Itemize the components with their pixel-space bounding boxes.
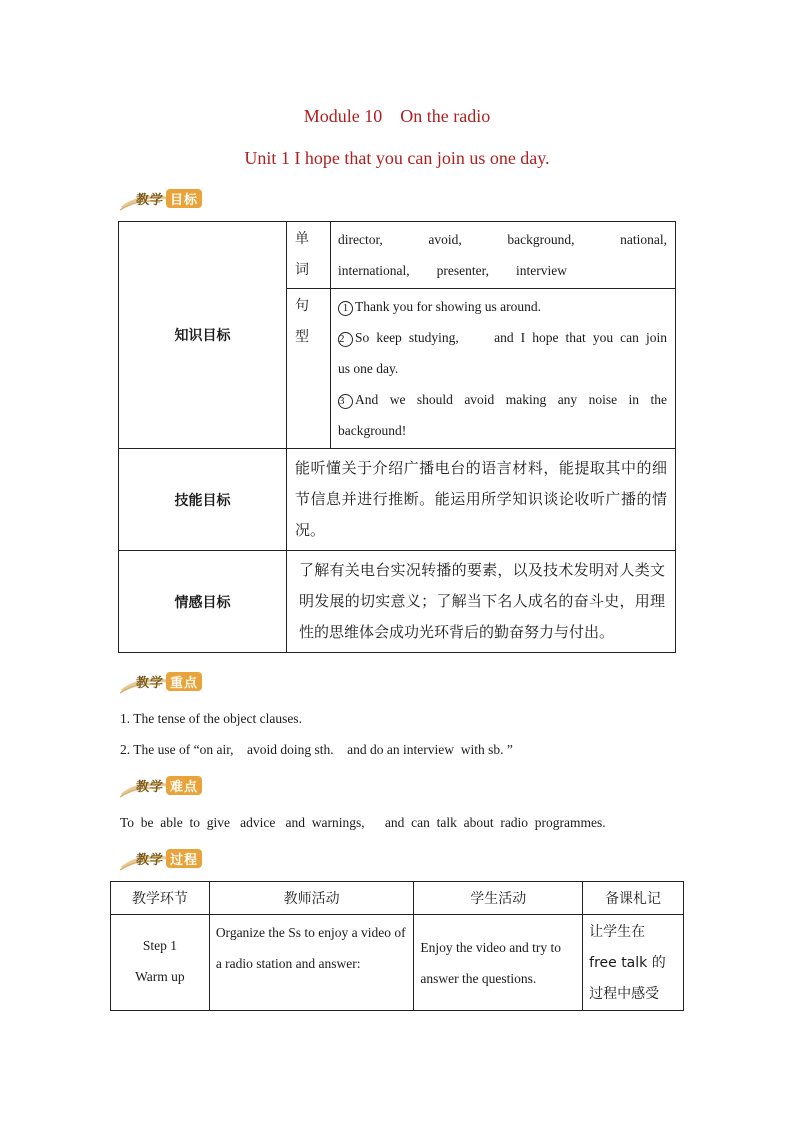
header-stage: 教学环节 xyxy=(111,882,210,915)
section-badge-key-points xyxy=(120,669,224,695)
module-title: Module 10 On the radio xyxy=(303,106,491,126)
badge-highlight: 过程 xyxy=(166,849,202,868)
header-student: 学生活动 xyxy=(414,882,583,915)
knowledge-goal-label: 知识目标 xyxy=(119,222,287,449)
teacher-activity: Organize the Ss to enjoy a video of a radio station and answer: xyxy=(209,915,414,1011)
objectives-table xyxy=(118,221,676,653)
skill-goal-text: 能听懂关于介绍广播电台的语言材料，能提取其中的细节信息并进行推断。能运用所学知识谈论收听广播的情况。 xyxy=(287,449,676,551)
vocab-label: 单 词 xyxy=(287,222,331,289)
section-badge-process xyxy=(120,846,224,872)
emotion-goal-text: 了解有关电台实况转播的要素，以及技术发明对人类文明发展的切实意义；了解当下名人成名的奋斗史，用理性的思维体会成功光环背后的勤奋努力与付出。 xyxy=(287,551,676,653)
key-point-2: 2. The use of “on air, avoid doing sth. and do an interview with sb. ” xyxy=(120,742,513,757)
section-badge-difficulties xyxy=(120,773,224,799)
unit-title: Unit 1 I hope that you can join us one day. xyxy=(244,148,550,168)
difficulty-text: To be able to give advice and warnings, and can talk about radio programmes. xyxy=(120,815,606,830)
sentence-cell: 1 Thank you for showing us around. 2 So keep studying, and I hope that you can join us one day. 3 And we should avoid making any noise in the background! xyxy=(331,289,676,449)
badge-highlight: 重点 xyxy=(166,672,202,691)
header-teacher: 教师活动 xyxy=(209,882,414,915)
header-notes: 备课札记 xyxy=(583,882,684,915)
lesson-notes: 让学生在 free talk 的过程中感受 xyxy=(583,915,684,1011)
badge-label: 教学 xyxy=(136,780,165,795)
key-point-1: 1. The tense of the object clauses. xyxy=(120,711,302,726)
sentence-label: 句 型 xyxy=(287,289,331,449)
badge-label: 教学 xyxy=(136,676,165,691)
vocab-cell: director, avoid, background, national, international, presenter, interview xyxy=(331,222,676,289)
sentence-1: 1 Thank you for showing us around. xyxy=(338,291,667,322)
sentence-3: 3 And we should avoid making any noise in the xyxy=(339,392,667,407)
process-table xyxy=(110,881,684,1011)
badge-highlight: 目标 xyxy=(166,189,202,208)
badge-label: 教学 xyxy=(136,193,165,208)
skill-goal-label: 技能目标 xyxy=(119,449,287,551)
student-activity: Enjoy the video and try to answer the questions. xyxy=(414,915,583,1011)
badge-label: 教学 xyxy=(136,853,165,868)
step-cell: Step 1 Warm up xyxy=(111,915,210,1011)
badge-highlight: 难点 xyxy=(166,776,202,795)
emotion-goal-label: 情感目标 xyxy=(119,551,287,653)
sentence-2: 2 So keep studying, and I hope that you can join xyxy=(339,330,667,345)
section-badge-objectives xyxy=(120,186,224,212)
